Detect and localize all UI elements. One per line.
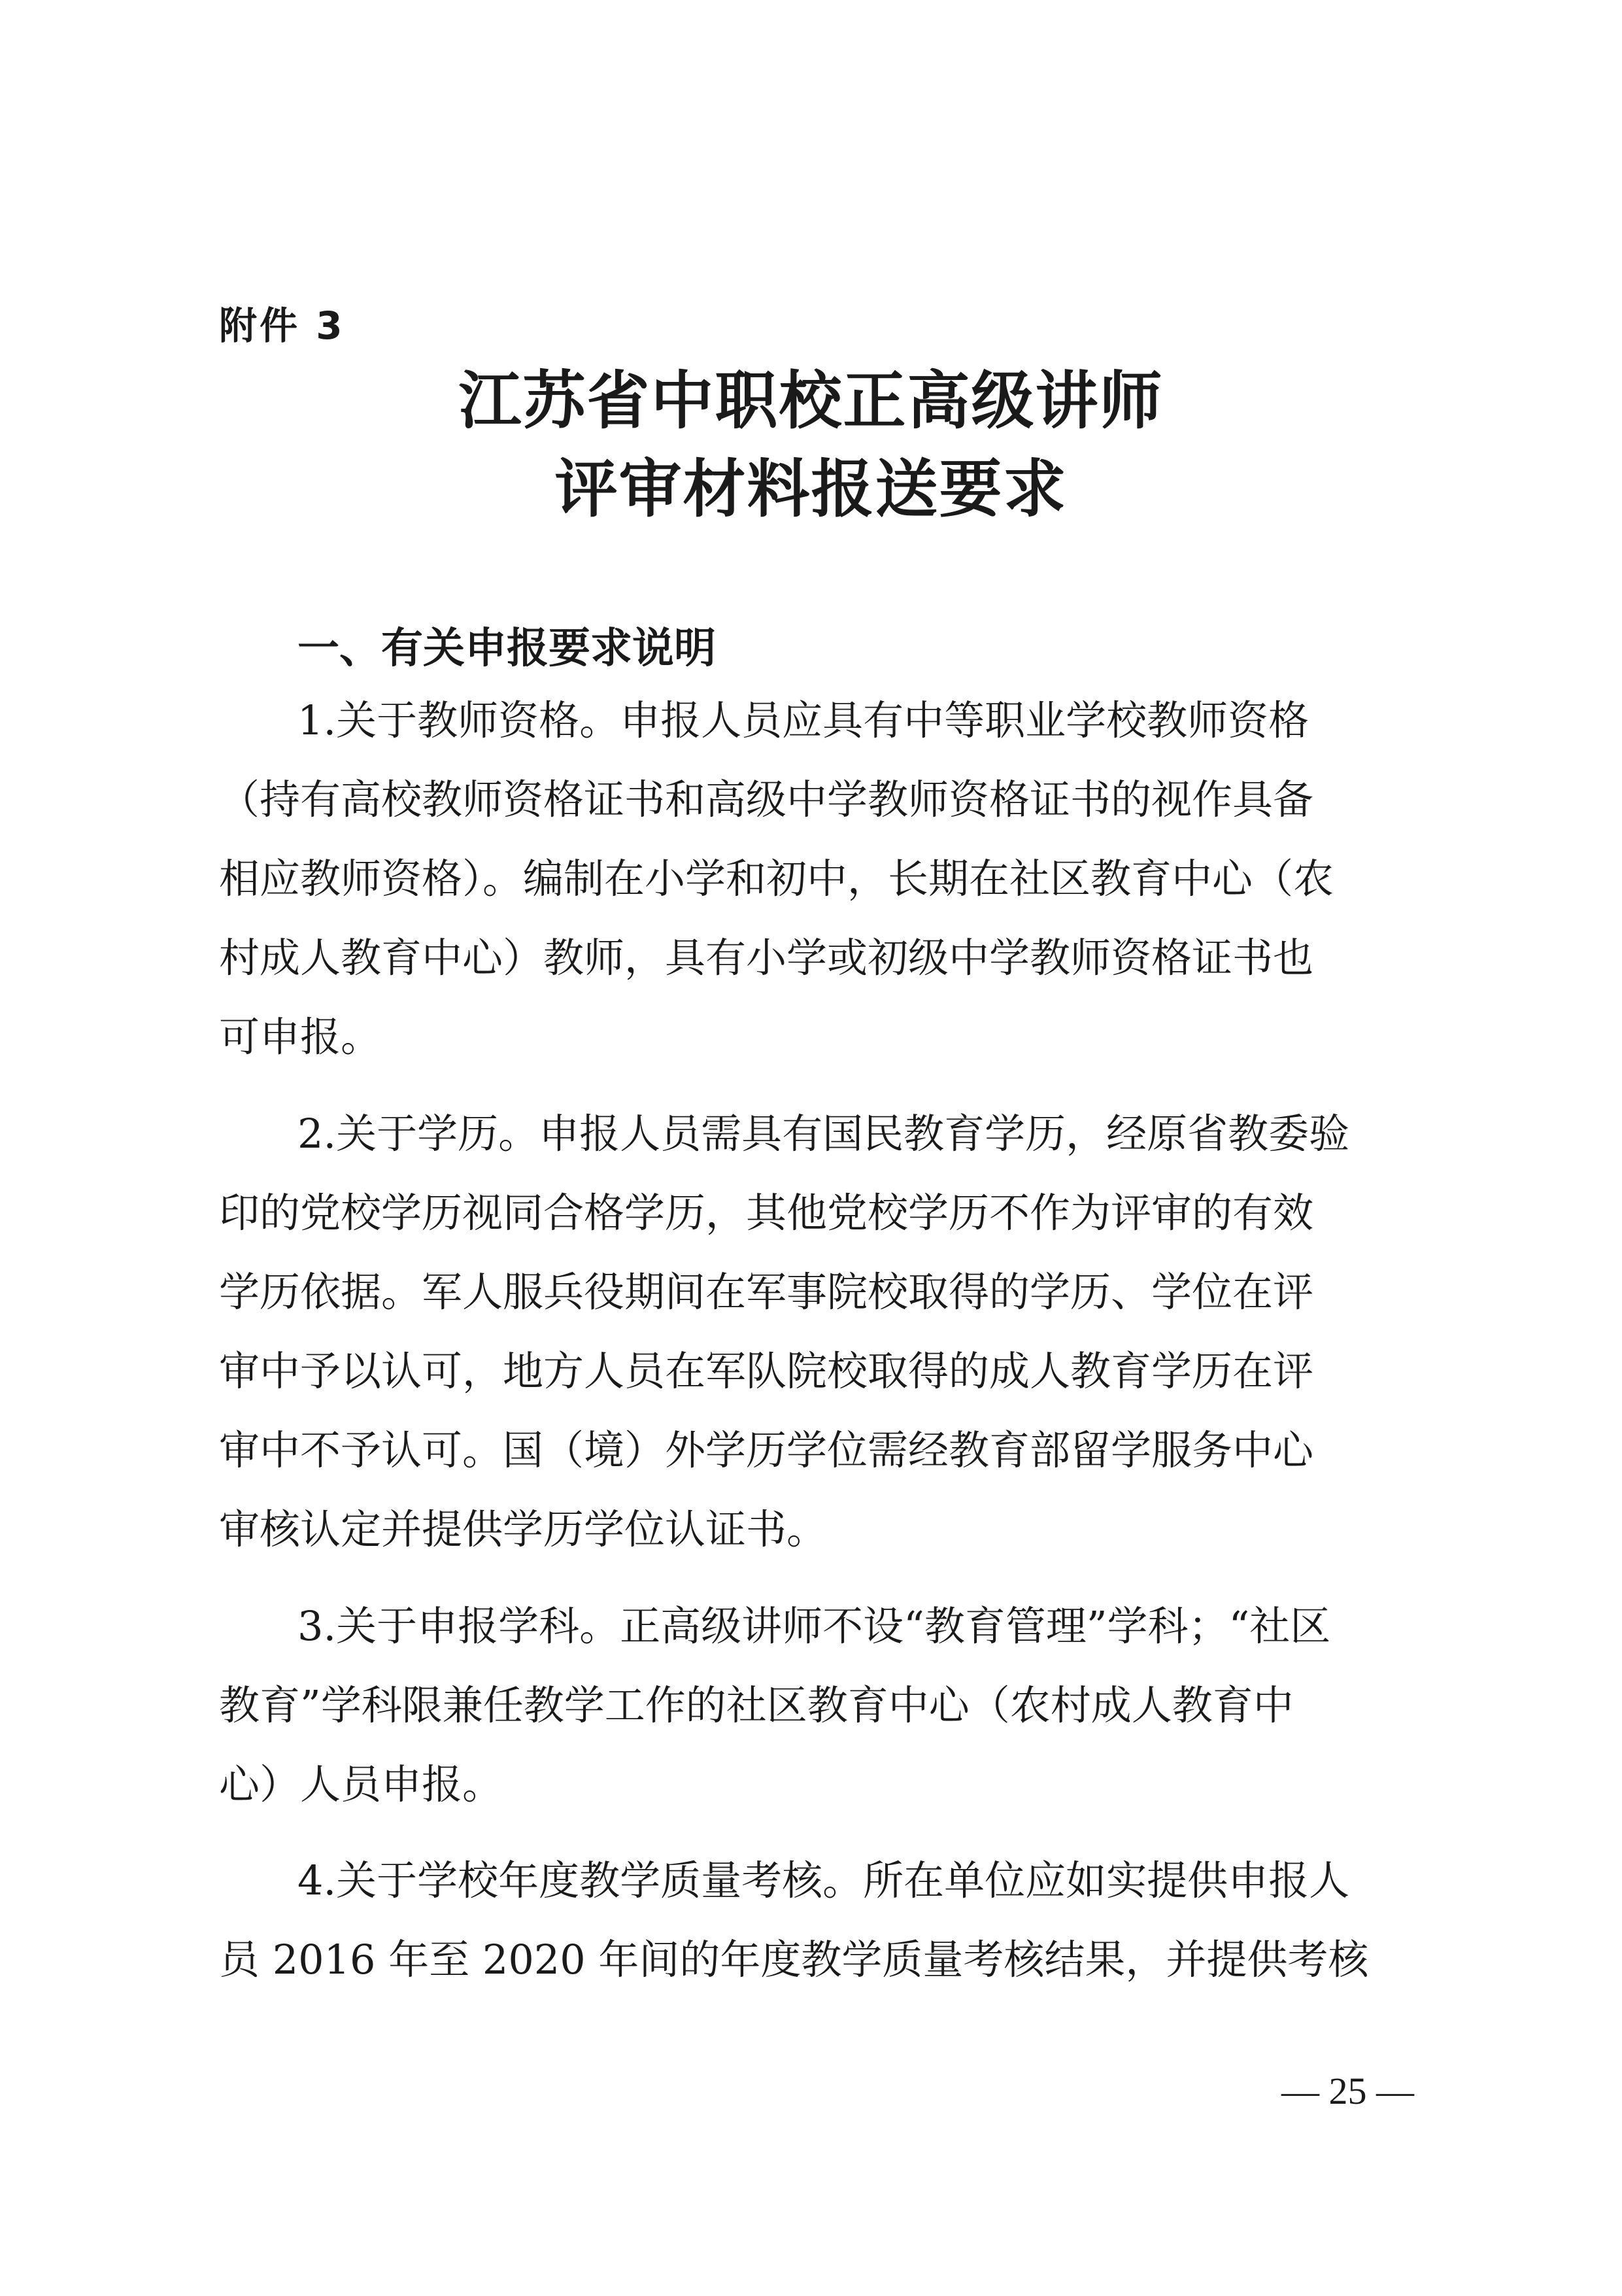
attachment-label: 附件 3	[219, 303, 345, 348]
paragraph-2-line-3: 学历依据。军人服兵役期间在军事院校取得的学历、学位在评	[219, 1268, 1314, 1316]
paragraph-3-line-1: 3.关于申报学科。正高级讲师不设“教育管理”学科；“社区	[297, 1602, 1331, 1650]
paragraph-2-line-2: 印的党校学历视同合格学历，其他党校学历不作为评审的有效	[219, 1189, 1314, 1237]
document-title-line-1: 江苏省中职校正高级讲师	[458, 364, 1164, 437]
paragraph-4-line-2: 员 2016 年至 2020 年间的年度教学质量考核结果，并提供考核	[219, 1936, 1369, 1983]
paragraph-4-line-1: 4.关于学校年度教学质量考核。所在单位应如实提供申报人	[297, 1857, 1350, 1904]
paragraph-2-line-1: 2.关于学历。申报人员需具有国民教育学历，经原省教委验	[297, 1110, 1350, 1157]
paragraph-1-line-1: 1.关于教师资格。申报人员应具有中等职业学校教师资格	[297, 696, 1309, 744]
page-number: — 25 —	[1281, 2070, 1414, 2112]
paragraph-1-line-2: （持有高校教师资格证书和高级中学教师资格证书的视作具备	[219, 776, 1314, 823]
paragraph-1-line-3: 相应教师资格）。编制在小学和初中，长期在社区教育中心（农	[219, 855, 1334, 902]
paragraph-2-line-4: 审中予以认可，地方人员在军队院校取得的成人教育学历在评	[219, 1347, 1314, 1395]
document-title-line-2: 评审材料报送要求	[554, 452, 1068, 526]
paragraph-2-line-5: 审中不予认可。国（境）外学历学位需经教育部留学服务中心	[219, 1426, 1314, 1474]
paragraph-1-line-4: 村成人教育中心）教师，具有小学或初级中学教师资格证书也	[219, 934, 1314, 982]
paragraph-3-line-3: 心）人员申报。	[219, 1760, 503, 1808]
paragraph-2-line-6: 审核认定并提供学历学位认证书。	[219, 1505, 828, 1553]
section-heading: 一、有关申报要求说明	[297, 625, 716, 673]
paragraph-1-line-5: 可申报。	[219, 1013, 382, 1061]
paragraph-3-line-2: 教育”学科限兼任教学工作的社区教育中心（农村成人教育中	[219, 1681, 1294, 1729]
